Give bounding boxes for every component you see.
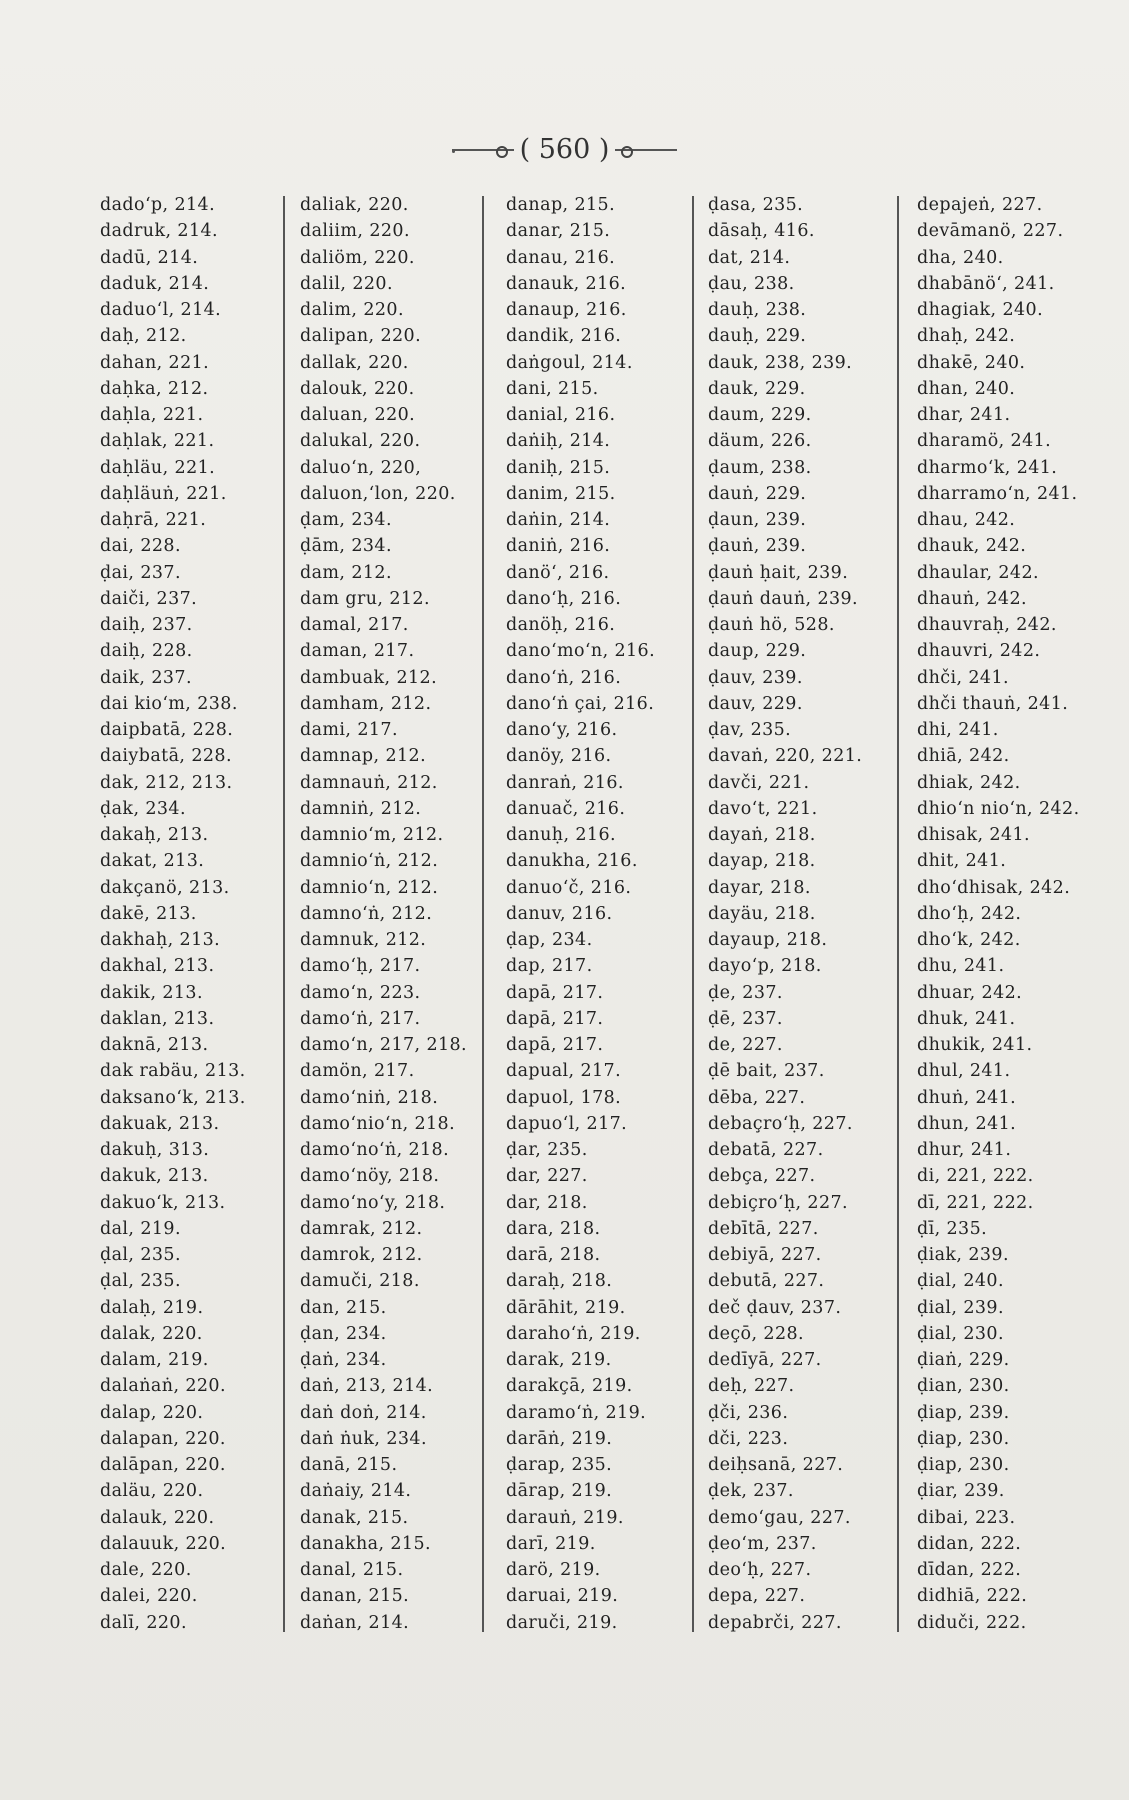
index-entry: debutā, 227. [708, 1271, 825, 1292]
ornament-left-icon [452, 149, 514, 151]
index-entry: dap, 217. [506, 956, 593, 977]
index-entry: davaṅ, 220, 221. [708, 746, 863, 767]
index-entry: daṅan, 214. [300, 1612, 410, 1633]
index-entry: daum, 229. [708, 405, 812, 425]
index-entry: dalāpan, 220. [100, 1455, 226, 1475]
index-entry: ḍar, 235. [506, 1140, 588, 1160]
index-entry: ḍe, 237. [708, 982, 783, 1003]
index-entry: dhuṅ, 241. [917, 1087, 1017, 1108]
index-entry: dharramoʻn, 241. [917, 483, 1078, 504]
index-entry: dakat, 213. [100, 851, 205, 872]
index-entry: dauṅ, 229. [708, 483, 807, 504]
index-entry: debaçroʻḥ, 227. [708, 1113, 853, 1134]
index-entry: ḍav, 235. [708, 720, 792, 740]
index-entry: dedīyā, 227. [708, 1350, 822, 1370]
index-entry: danuḥ, 216. [506, 825, 616, 845]
index-entry: damniṅ, 212. [300, 798, 422, 819]
page-header [0, 134, 1129, 165]
index-entry: ḍal, 235. [100, 1271, 181, 1292]
index-entry: danuač, 216. [506, 798, 626, 819]
index-entry: dalī, 220. [100, 1612, 187, 1633]
index-entry: ḍaun, 239. [708, 510, 807, 530]
index-entry: dhauvraḥ, 242. [917, 615, 1057, 635]
index-entry: ḍči, 236. [708, 1402, 789, 1423]
index-entry: dadoʻp, 214. [100, 195, 216, 215]
index-entry: danöḥ, 216. [506, 615, 616, 635]
index-entry: daniḥ, 215. [506, 457, 611, 478]
index-entry: ḍial, 230. [917, 1323, 1004, 1344]
index-entry: daiḥ, 237. [100, 615, 193, 635]
index-entry: dadū, 214. [100, 247, 199, 268]
index-entry: ḍan, 234. [300, 1323, 387, 1344]
index-column-3 [506, 192, 655, 1642]
index-entry: daḥläu, 221. [100, 457, 216, 478]
index-entry: dhi, 241. [917, 720, 999, 740]
index-entry: ḍē bait, 237. [708, 1061, 825, 1082]
index-entry: dhiak, 242. [917, 772, 1021, 793]
index-entry: dhur, 241. [917, 1140, 1012, 1160]
index-entry: daraḥ, 218. [506, 1271, 613, 1292]
index-columns [96, 192, 1081, 1642]
index-entry: ḍē, 237. [708, 1008, 783, 1029]
index-entry: di, 221, 222. [917, 1166, 1034, 1187]
index-entry: ḍam, 234. [300, 510, 392, 530]
index-entry: dat, 214. [708, 247, 791, 268]
index-entry: deoʻḥ, 227. [708, 1560, 812, 1580]
index-entry: danoʻmoʻn, 216. [506, 641, 656, 662]
index-entry: dayaṅ, 218. [708, 825, 816, 845]
index-entry: damoʻn, 217, 218. [300, 1035, 468, 1055]
index-entry: depa, 227. [708, 1586, 806, 1607]
index-entry: debiçroʻḥ, 227. [708, 1192, 848, 1213]
index-entry: dauḥ, 238. [708, 300, 807, 320]
index-entry: debītā, 227. [708, 1218, 819, 1239]
index-entry: dak rabäu, 213. [100, 1061, 246, 1082]
index-entry: damoʻnoʻṅ, 218. [300, 1140, 450, 1160]
index-entry: ḍal, 235. [100, 1245, 181, 1265]
index-entry: ḍiap, 230. [917, 1428, 1010, 1449]
index-entry: danöy, 216. [506, 746, 612, 767]
index-entry: dakhal, 213. [100, 956, 215, 977]
index-entry: dhar, 241. [917, 405, 1011, 425]
index-entry: debiyā, 227. [708, 1245, 822, 1265]
index-entry: ḍauṅ dauṅ, 239. [708, 588, 859, 609]
index-entry: dale, 220. [100, 1560, 192, 1580]
index-entry: dhauk, 242. [917, 536, 1027, 557]
index-entry: dakçanö, 213. [100, 877, 230, 898]
index-entry: dibai, 223. [917, 1507, 1016, 1528]
index-entry: demoʻgau, 227. [708, 1507, 851, 1528]
index-entry: ḍauv, 239. [708, 667, 803, 688]
index-entry: danoʻy, 216. [506, 720, 618, 740]
index-entry: daduoʻl, 214. [100, 300, 222, 320]
index-entry: daluon,ʻlon, 220. [300, 483, 456, 504]
index-entry: dakhaḥ, 213. [100, 930, 221, 950]
index-entry: daik, 237. [100, 667, 192, 688]
index-entry: daiybatā, 228. [100, 746, 232, 767]
index-entry: ḍiak, 239. [917, 1245, 1009, 1265]
index-entry: dhioʻn nioʻn, 242. [917, 798, 1080, 819]
index-entry: damrok, 212. [300, 1245, 423, 1265]
index-entry: daramoʻṅ, 219. [506, 1402, 647, 1423]
index-entry: dalapan, 220. [100, 1428, 226, 1449]
index-entry: dakē, 213. [100, 903, 197, 924]
paren-close: ) [590, 134, 610, 165]
index-entry: daḥ, 212. [100, 326, 187, 347]
index-entry: darak, 219. [506, 1350, 612, 1370]
index-entry: damnuk, 212. [300, 930, 427, 950]
index-entry: dhu, 241. [917, 956, 1005, 977]
index-entry: ḍaṅ, 234. [300, 1350, 387, 1370]
index-entry: damrak, 212. [300, 1218, 423, 1239]
index-entry: ḍiaṅ, 229. [917, 1350, 1010, 1370]
index-entry: ḍek, 237. [708, 1481, 794, 1502]
index-entry: damoʻniṅ, 218. [300, 1087, 439, 1108]
index-entry: dalaṅaṅ, 220. [100, 1376, 226, 1397]
index-entry: damoʻnioʻn, 218. [300, 1113, 456, 1134]
index-entry: dayar, 218. [708, 877, 811, 898]
index-entry: darauṅ, 219. [506, 1507, 624, 1528]
index-entry: dāsaḥ, 416. [708, 221, 815, 242]
index-entry: daknā, 213. [100, 1035, 209, 1055]
index-entry: ḍarap, 235. [506, 1455, 613, 1475]
index-entry: dambuak, 212. [300, 667, 438, 688]
index-entry: ḍauṅ hö, 528. [708, 615, 835, 635]
index-entry: dī, 221, 222. [917, 1192, 1034, 1213]
index-entry: dhuk, 241. [917, 1008, 1016, 1029]
index-entry: daduk, 214. [100, 273, 210, 294]
index-entry: dan, 215. [300, 1297, 387, 1318]
index-entry: dayoʻp, 218. [708, 956, 822, 977]
index-entry: dayap, 218. [708, 851, 816, 872]
index-entry: daksanoʻk, 213. [100, 1087, 246, 1108]
index-entry: daup, 229. [708, 641, 807, 662]
index-entry: deč ḍauv, 237. [708, 1297, 842, 1318]
index-entry: dakaḥ, 213. [100, 825, 209, 845]
index-entry: dayäu, 218. [708, 903, 816, 924]
index-entry: darahoʻṅ, 219. [506, 1323, 641, 1344]
index-entry: dhauṅ, 242. [917, 588, 1027, 609]
index-entry: damnioʻm, 212. [300, 825, 444, 845]
index-entry: danakha, 215. [300, 1533, 431, 1554]
index-entry: dakuk, 213. [100, 1166, 209, 1187]
index-entry: dauḥ, 229. [708, 326, 807, 347]
index-entry: dalaḥ, 219. [100, 1297, 204, 1318]
index-entry: daṅ doṅ, 214. [300, 1402, 427, 1423]
index-entry: dhukik, 241. [917, 1035, 1033, 1055]
index-entry: daman, 217. [300, 641, 415, 662]
index-entry: dapuoʻl, 217. [506, 1113, 628, 1134]
index-entry: dapā, 217. [506, 1008, 604, 1029]
index-entry: dani, 215. [506, 378, 599, 399]
index-column-4 [708, 192, 862, 1642]
index-entry: damoʻn, 223. [300, 982, 421, 1003]
index-entry: dalap, 220. [100, 1402, 204, 1423]
index-entry: ḍaum, 238. [708, 457, 812, 478]
index-entry: dandik, 216. [506, 326, 622, 347]
index-entry: dahan, 221. [100, 352, 210, 373]
index-entry: daḥrā, 221. [100, 510, 207, 530]
index-entry: dhabānöʻ, 241. [917, 273, 1055, 294]
index-entry: dar, 227. [506, 1166, 588, 1187]
index-entry: damnauṅ, 212. [300, 772, 438, 793]
index-entry: dīdan, 222. [917, 1560, 1022, 1580]
index-entry: ḍeoʻm, 237. [708, 1533, 817, 1554]
index-entry: dhit, 241. [917, 851, 1007, 872]
index-entry: ḍiap, 239. [917, 1402, 1010, 1423]
index-entry: daṅaiy, 214. [300, 1481, 412, 1502]
index-entry: dhoʻdhisak, 242. [917, 877, 1071, 898]
index-entry: dam gru, 212. [300, 588, 430, 609]
index-entry: devāmanö, 227. [917, 221, 1064, 242]
index-entry: darakçā, 219. [506, 1376, 633, 1397]
index-entry: damuči, 218. [300, 1271, 420, 1292]
index-entry: damnoʻṅ, 212. [300, 903, 433, 924]
index-entry: dakuḥ, 313. [100, 1140, 210, 1160]
index-entry: darāṅ, 219. [506, 1428, 613, 1449]
index-entry: dhan, 240. [917, 378, 1016, 399]
index-entry: ḍak, 234. [100, 798, 186, 819]
index-entry: dalam, 219. [100, 1350, 209, 1370]
index-entry: dapā, 217. [506, 1035, 604, 1055]
index-entry: daliim, 220. [300, 221, 410, 242]
index-entry: damham, 212. [300, 693, 432, 714]
index-entry: darā, 218. [506, 1245, 601, 1265]
index-entry: danoʻṅ, 216. [506, 667, 622, 688]
index-entry: dalei, 220. [100, 1586, 198, 1607]
index-entry: daluan, 220. [300, 405, 416, 425]
index-entry: dai kioʻm, 238. [100, 693, 238, 714]
index-entry: dalukal, 220. [300, 431, 421, 452]
index-entry: depabrči, 227. [708, 1612, 842, 1633]
index-entry: didan, 222. [917, 1533, 1022, 1554]
index-entry: darö, 219. [506, 1560, 601, 1580]
index-entry: ḍiap, 230. [917, 1455, 1010, 1475]
index-entry: dai, 228. [100, 536, 181, 557]
index-entry: damoʻnoʻy, 218. [300, 1192, 446, 1213]
index-entry: danauk, 216. [506, 273, 627, 294]
index-entry: davči, 221. [708, 772, 810, 793]
index-entry: danā, 215. [300, 1455, 398, 1475]
index-entry: damoʻṅ, 217. [300, 1008, 421, 1029]
index-entry: daḥläuṅ, 221. [100, 483, 227, 504]
index-entry: debatā, 227. [708, 1140, 824, 1160]
index-entry: daiči, 237. [100, 588, 198, 609]
index-entry: ḍiar, 239. [917, 1481, 1005, 1502]
index-entry: daniṅ, 216. [506, 536, 611, 557]
index-entry: daḥka, 212. [100, 378, 209, 399]
index-entry: damnioʻn, 212. [300, 877, 439, 898]
index-entry: daḥla, 221. [100, 405, 204, 425]
index-entry: däum, 226. [708, 431, 812, 452]
index-entry: ḍī, 235. [917, 1218, 988, 1239]
index-entry: damal, 217. [300, 615, 409, 635]
index-entry: dal, 219. [100, 1218, 181, 1239]
index-entry: dharmoʻk, 241. [917, 457, 1058, 478]
index-entry: daṅ ṅuk, 234. [300, 1428, 427, 1449]
index-entry: debça, 227. [708, 1166, 816, 1187]
index-entry: danak, 215. [300, 1507, 409, 1528]
index-entry: damön, 217. [300, 1061, 415, 1082]
index-column-2 [300, 192, 467, 1642]
index-column-1 [100, 192, 246, 1642]
index-entry: dhakē, 240. [917, 352, 1026, 373]
index-entry: damoʻnöy, 218. [300, 1166, 440, 1187]
index-entry: dhau, 242. [917, 510, 1016, 530]
index-entry: dalipan, 220. [300, 326, 422, 347]
index-entry: dēba, 227. [708, 1087, 806, 1108]
index-entry: dhči, 241. [917, 667, 1009, 688]
index-entry: dakuoʻk, 213. [100, 1192, 226, 1213]
index-entry: daṅiḥ, 214. [506, 431, 611, 452]
index-entry: dar, 218. [506, 1192, 588, 1213]
index-entry: dhisak, 241. [917, 825, 1030, 845]
index-entry: danar, 215. [506, 221, 611, 242]
index-entry: danim, 215. [506, 483, 616, 504]
index-entry: daläu, 220. [100, 1481, 204, 1502]
index-entry: ḍian, 230. [917, 1376, 1010, 1397]
index-entry: danap, 215. [506, 195, 616, 215]
index-entry: danoʻṅ çai, 216. [506, 693, 655, 714]
index-entry: ḍasa, 235. [708, 195, 804, 215]
index-entry: ḍauṅ ḥait, 239. [708, 562, 849, 583]
index-entry: danraṅ, 216. [506, 772, 624, 793]
page-number: 560 [538, 134, 591, 165]
index-entry: darī, 219. [506, 1533, 596, 1554]
index-entry: daḥlak, 221. [100, 431, 215, 452]
index-entry: dārap, 219. [506, 1481, 613, 1502]
index-entry: dhaular, 242. [917, 562, 1039, 583]
index-entry: danuv, 216. [506, 903, 613, 924]
index-entry: danal, 215. [300, 1560, 404, 1580]
index-entry: dhauvri, 242. [917, 641, 1041, 662]
index-entry: dharamö, 241. [917, 431, 1052, 452]
index-entry: danukha, 216. [506, 851, 638, 872]
index-entry: dalauk, 220. [100, 1507, 215, 1528]
index-entry: dadruk, 214. [100, 221, 218, 242]
index-entry: daluoʻn, 220, [300, 457, 422, 478]
index-entry: dauv, 229. [708, 693, 803, 714]
index-entry: ḍām, 234. [300, 536, 392, 557]
index-entry: deḥ, 227. [708, 1376, 795, 1397]
index-entry: dhul, 241. [917, 1061, 1011, 1082]
index-entry: danan, 215. [300, 1586, 410, 1607]
index-entry: damnioʻṅ, 212. [300, 851, 439, 872]
index-entry: dči, 223. [708, 1428, 789, 1449]
index-entry: danoʻḥ, 216. [506, 588, 622, 609]
index-column-5 [917, 192, 1080, 1642]
index-entry: dalak, 220. [100, 1323, 203, 1344]
index-entry: dalouk, 220. [300, 378, 415, 399]
index-entry: dapā, 217. [506, 982, 604, 1003]
index-entry: dakuak, 213. [100, 1113, 220, 1134]
index-entry: danial, 216. [506, 405, 616, 425]
index-entry: danau, 216. [506, 247, 616, 268]
ornament-right-icon [615, 149, 677, 151]
index-entry: dara, 218. [506, 1218, 601, 1239]
index-entry: davoʻt, 221. [708, 798, 818, 819]
index-entry: ḍial, 240. [917, 1271, 1004, 1292]
index-entry: damoʻḥ, 217. [300, 956, 421, 977]
index-entry: depajeṅ, 227. [917, 195, 1043, 215]
index-entry: daṅ, 213, 214. [300, 1376, 434, 1397]
index-entry: daliak, 220. [300, 195, 409, 215]
index-entry: dam, 212. [300, 562, 392, 583]
index-entry: dapual, 217. [506, 1061, 622, 1082]
index-entry: diduči, 222. [917, 1612, 1027, 1633]
index-entry: dhun, 241. [917, 1113, 1017, 1134]
index-entry: dauk, 229. [708, 378, 806, 399]
index-entry: danöʻ, 216. [506, 562, 610, 583]
index-entry: ḍai, 237. [100, 562, 181, 583]
index-entry: didhiā, 222. [917, 1586, 1028, 1607]
index-entry: dayaup, 218. [708, 930, 828, 950]
index-entry: dhoʻk, 242. [917, 930, 1021, 950]
index-entry: dalauuk, 220. [100, 1533, 227, 1554]
index-entry: damnap, 212. [300, 746, 427, 767]
index-entry: ḍauṅ, 239. [708, 536, 807, 557]
index-entry: dhči thauṅ, 241. [917, 693, 1069, 714]
index-entry: dhagiak, 240. [917, 300, 1044, 320]
index-entry: de, 227. [708, 1035, 783, 1055]
paren-open: ( [519, 134, 539, 165]
index-entry: dalim, 220. [300, 300, 404, 320]
index-entry: dhiā, 242. [917, 746, 1010, 767]
index-entry: ḍau, 238. [708, 273, 795, 294]
index-entry: danuoʻč, 216. [506, 877, 632, 898]
index-entry: danaup, 216. [506, 300, 627, 320]
index-entry: dauk, 238, 239. [708, 352, 853, 373]
index-entry: dha, 240. [917, 247, 1004, 268]
index-entry: daliöm, 220. [300, 247, 415, 268]
index-entry: dhaḥ, 242. [917, 326, 1016, 347]
index-entry: daruči, 219. [506, 1612, 618, 1633]
index-entry: deiḥsanā, 227. [708, 1455, 844, 1475]
index-entry: daipbatā, 228. [100, 720, 234, 740]
index-entry: dami, 217. [300, 720, 398, 740]
index-entry: dhuar, 242. [917, 982, 1023, 1003]
index-entry: daklan, 213. [100, 1008, 215, 1029]
index-entry: dalil, 220. [300, 273, 393, 294]
index-entry: dārāhit, 219. [506, 1297, 626, 1318]
index-entry: ḍap, 234. [506, 930, 593, 950]
index-entry: daṅgoul, 214. [506, 352, 633, 373]
index-entry: dapuol, 178. [506, 1087, 622, 1108]
index-entry: daruai, 219. [506, 1586, 619, 1607]
index-entry: dak, 212, 213. [100, 772, 233, 793]
index-entry: dakik, 213. [100, 982, 203, 1003]
index-entry: daiḥ, 228. [100, 641, 193, 662]
index-entry: dallak, 220. [300, 352, 409, 373]
index-entry: daṅin, 214. [506, 510, 611, 530]
index-entry: ḍial, 239. [917, 1297, 1004, 1318]
index-entry: deçō, 228. [708, 1323, 804, 1344]
index-entry: dhoʻḥ, 242. [917, 903, 1022, 924]
